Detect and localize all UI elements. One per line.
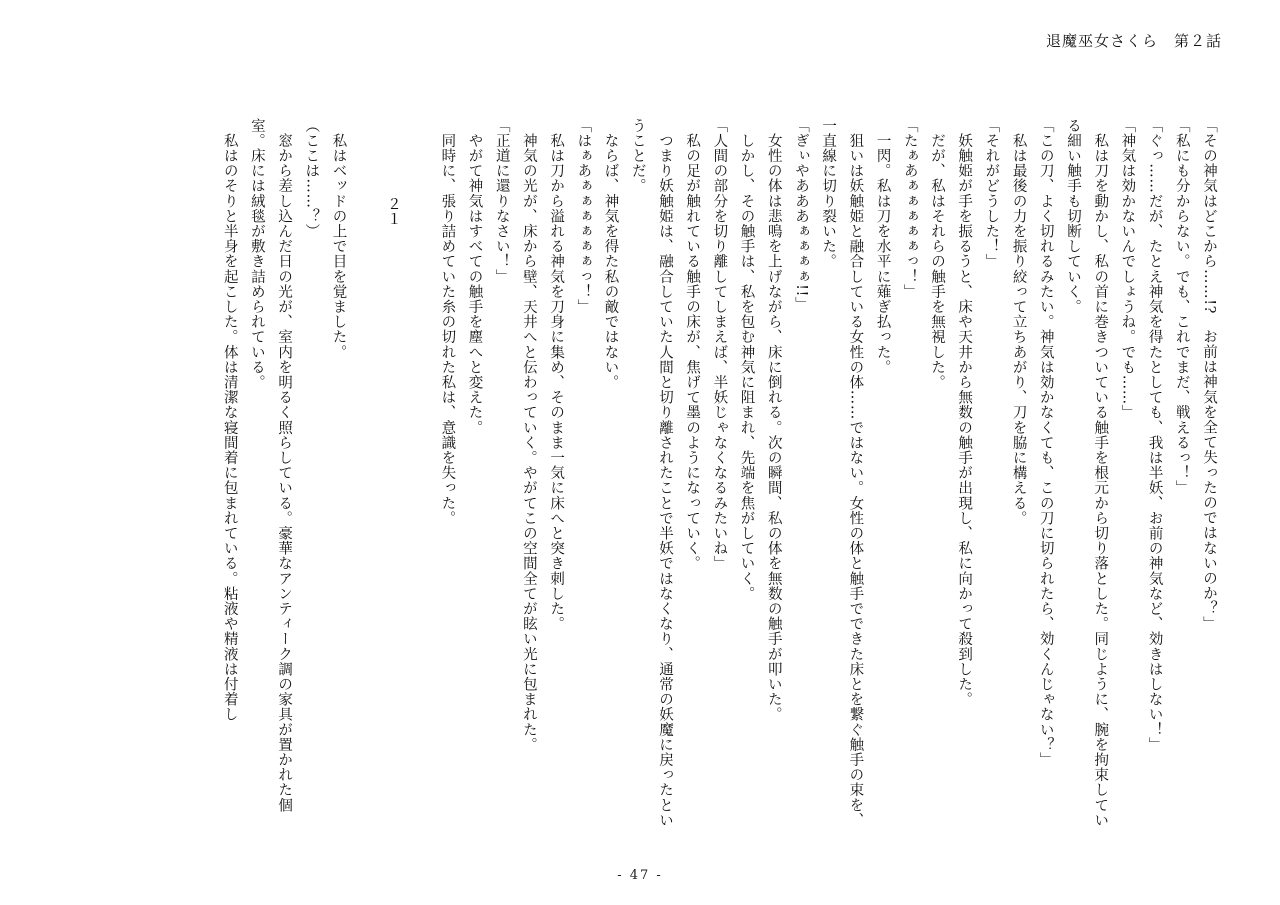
text-line: 「私にも分からない。でも、これでまだ、戦えるっ！」 [1173,118,1190,496]
text-line: 妖触姫が手を振るうと、床や天井から無数の触手が出現し、私に向かって殺到した。 [956,118,973,707]
text-line: 狙いは妖触姫と融合している女性の体……ではない。女性の体と触手でできた床とを繋ぐ触手の束を、一直線に切り裂いた。 [820,118,864,828]
text-line: 「その神気はどこから……!? お前は神気を全て失ったのではないのか？」 [1201,118,1217,632]
text-line: 「この刀、よく切れるみたい。神気は効かなくても、この刀に切られたら、効くんじゃない？」 [1037,118,1054,768]
text-line: 「はぁあぁぁぁぁぁぁっ！」 [575,118,592,315]
blank-line [406,118,433,838]
text-line: 「正道に還りなさい！」 [493,118,510,285]
text-line: 私はベッドの上で目を覚ました。 [330,118,347,360]
text-line: 私の足が触れている触手の床が、焦げて墨のようになっていく。 [684,118,701,571]
text-line: つまり妖触姫は、融合していた人間と切り離されたことで半妖ではなくなり、通常の妖魔に戻ったということだ。 [629,118,673,828]
text-line: 「たぁあぁぁぁぁぁっ！」 [901,118,918,300]
text-line: 神気の光が、床から壁、天井へと伝わっていく。やがてこの空間全てが眩い光に包まれた。 [520,118,537,753]
text-line: ならば、神気を得た私の敵ではない。 [602,118,619,390]
text-line: （ここは……？） [303,118,320,239]
text-line: 「ぎぃやあああぁぁぁぁ!!」 [792,118,809,313]
page-number: - 47 - [617,868,663,883]
text-line: 私は刀を動かし、私の首に巻きついている触手を根元から切り落とした。同じように、腕を拘束している細い触手も切断していく。 [1064,118,1109,828]
text-line: 「ぐっ……だが、たとえ神気を得たとしても、我は半妖、お前の神気など、効きはしない！」 [1146,118,1163,753]
text-line: 一閃。私は刀を水平に薙ぎ払った。 [874,118,891,375]
body-text [52,118,1222,838]
text-line: 女性の体は悲鳴を上げながら、床に倒れる。次の瞬間、私の体を無数の触手が叩いた。 [765,118,782,722]
header-title: 退魔巫女さくら 第２話 [1045,32,1222,50]
text-line: 私は刀から溢れる神気を刀身に集め、そのまま一気に床へと突き刺した。 [548,118,565,632]
text-line: 「神気は効かないんでしょうね。でも……」 [1119,118,1136,420]
text-line: やがて神気はすべての触手を塵へと変えた。 [466,118,483,436]
text-line: 「それがどうした！」 [983,118,1000,269]
text-line: 私はのそりと半身を起こした。体は清潔な寝間着に包まれている。粘液や精液は付着し [221,118,238,722]
text-line: だが、私はそれらの触手を無視した。 [928,118,945,390]
text-line: 同時に、張り詰めていた糸の切れた私は、意識を失った。 [439,118,456,526]
text-line: 窓から差し込んだ日の光が、室内を明るく照らしている。豪華なアンティーク調の家具が置かれた個室。床には絨毯が敷き詰められている。 [248,118,293,813]
text-line: 「人間の部分を切り離してしまえば、半妖じゃなくなるみたいね」 [711,118,728,571]
text-line: 私は最後の力を振り絞って立ちあがり、刀を脇に構える。 [1010,118,1027,526]
blank-line [352,118,379,838]
text-line: しかし、その触手は、私を包む神気に阻まれ、先端を焦がしていく。 [738,118,755,602]
section-number: ２１ [384,196,401,227]
